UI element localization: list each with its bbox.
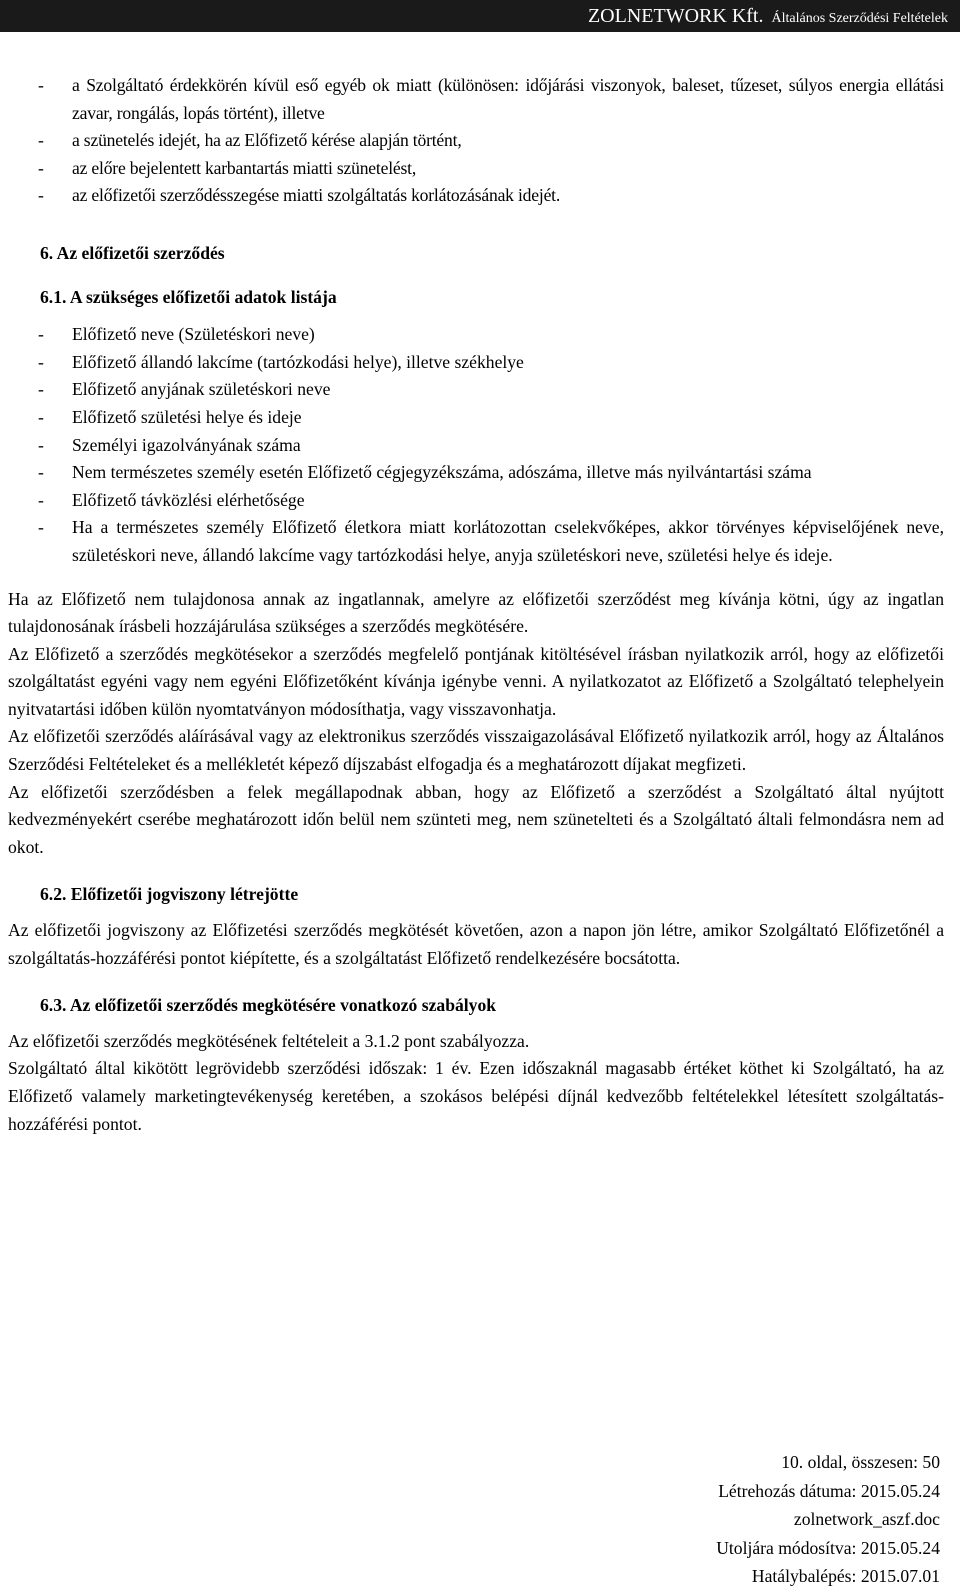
page-footer bbox=[716, 1448, 940, 1591]
document-body bbox=[8, 72, 944, 1138]
footer-created-date: Létrehozás dátuma: 2015.05.24 bbox=[718, 1480, 940, 1501]
list-item: - Nem természetes személy esetén Előfizető cégjegyzékszáma, adószáma, illetve más nyilvántartási száma bbox=[38, 462, 812, 483]
list-item: - az előre bejelentett karbantartás miatti szünetelést, bbox=[38, 157, 417, 178]
paragraph: Az Előfizető a szerződés megkötésekor a szerződés megfelelő pontjának kitöltésével írásban nyilatkozik arról, hogy az előfizetői szolgáltatást egyéni vagy nem egyéni Előfizetőként kívánja igénybe venni. A nyilatkozatot az Előfizető a Szolgáltató telephelyein nyitvatartási időben külön nyomtatványon módosíthatja, vagy visszavonhatja. bbox=[8, 643, 944, 719]
paragraph: Az előfizetői szerződés megkötésének feltételeit a 3.1.2 pont szabályozza. bbox=[8, 1030, 530, 1051]
list-item: - Előfizető távközlési elérhetősége bbox=[38, 489, 305, 510]
footer-filename: zolnetwork_aszf.doc bbox=[793, 1509, 940, 1529]
list-item: - Előfizető neve (Születéskori neve) bbox=[38, 324, 315, 345]
list-item: - Előfizető születési helye és ideje bbox=[38, 406, 302, 427]
list-item: - Előfizető állandó lakcíme (tartózkodási helye), illetve székhelye bbox=[38, 351, 524, 372]
list-item: - Előfizető anyjának születéskori neve bbox=[38, 379, 331, 400]
paragraph: Az előfizetői szerződésben a felek megállapodnak abban, hogy az Előfizető a szerződést a Szolgáltató által nyújtott kedvezményekért cserébe meghatározott időn belül nem szünteti meg, nem szünetelteti és a Szolgáltató általi felmondásra nem ad okot. bbox=[8, 781, 944, 857]
section-heading-6-3: 6.3. Az előfizetői szerződés megkötésére vonatkozó szabályok bbox=[40, 995, 497, 1016]
footer-page-number: 10. oldal, összesen: 50 bbox=[781, 1452, 940, 1472]
paragraph: Az előfizetői jogviszony az Előfizetési szerződés megkötését követően, azon a napon jön létre, amikor Szolgáltató Előfizetőnél a szolgáltatás-hozzáférési pontot kiépítette, és a szolgáltatást Előfizető rendelkezésére bocsátotta. bbox=[8, 920, 944, 968]
list-item: - a szünetelés idejét, ha az Előfizető kérése alapján történt, bbox=[38, 130, 462, 151]
paragraph: Szolgáltató által kikötött legrövidebb szerződési időszak: 1 év. Ezen időszaknál magasabb értéket köthet ki Szolgáltató, ha az Előfizető valamely marketingtevékenység keretében, a szokásos belépési díjnál kedvezőbb feltételekkel létesített szolgáltatás-hozzáférési pontot. bbox=[8, 1058, 944, 1134]
header-doc-title: Általános Szerződési Feltételek bbox=[771, 11, 948, 26]
section-heading-6-2: 6.2. Előfizetői jogviszony létrejötte bbox=[40, 884, 299, 905]
list-item: - Személyi igazolványának száma bbox=[38, 434, 301, 455]
footer-effective-date: Hatálybalépés: 2015.07.01 bbox=[751, 1566, 940, 1586]
header-company: ZOLNETWORK Kft. bbox=[587, 5, 764, 27]
list-item: - az előfizetői szerződésszegése miatti szolgáltatás korlátozásának idejét. bbox=[38, 185, 561, 206]
paragraph: Ha az Előfizető nem tulajdonosa annak az ingatlannak, amelyre az előfizetői szerződést meg kívánja kötni, úgy az ingatlan tulajdonosának írásbeli hozzájárulása szükséges a szerződés megkötésére. bbox=[8, 588, 944, 637]
paragraph: Az előfizetői szerződés aláírásával vagy az elektronikus szerződés visszaigazolásával Előfizető nyilatkozik arról, hogy az Általános Szerződési Feltételeket és a mellékletét képező díjszabást elfogadja és a meghatározott díjakat megfizeti. bbox=[8, 726, 944, 775]
footer-modified-date: Utoljára módosítva: 2015.05.24 bbox=[716, 1537, 940, 1558]
section-heading-6: 6. Az előfizetői szerződés bbox=[40, 242, 225, 263]
section-heading-6-1: 6.1. A szükséges előfizetői adatok listája bbox=[40, 286, 337, 307]
list-item: - Ha a természetes személy Előfizető életkora miatt korlátozottan cselekvőképes, akkor törvényes képviselőjének neve, születéskori neve, állandó lakcíme vagy tartózkodási helye, anyja születéskori neve, születési helye és ideje. bbox=[38, 517, 944, 565]
page-header bbox=[0, 0, 960, 32]
list-item: - a Szolgáltató érdekkörén kívül eső egyéb ok miatt (különösen: időjárási viszonyok, baleset, tűzeset, súlyos energia ellátási zavar, rongálás, lopás történt), illetve bbox=[38, 75, 944, 123]
